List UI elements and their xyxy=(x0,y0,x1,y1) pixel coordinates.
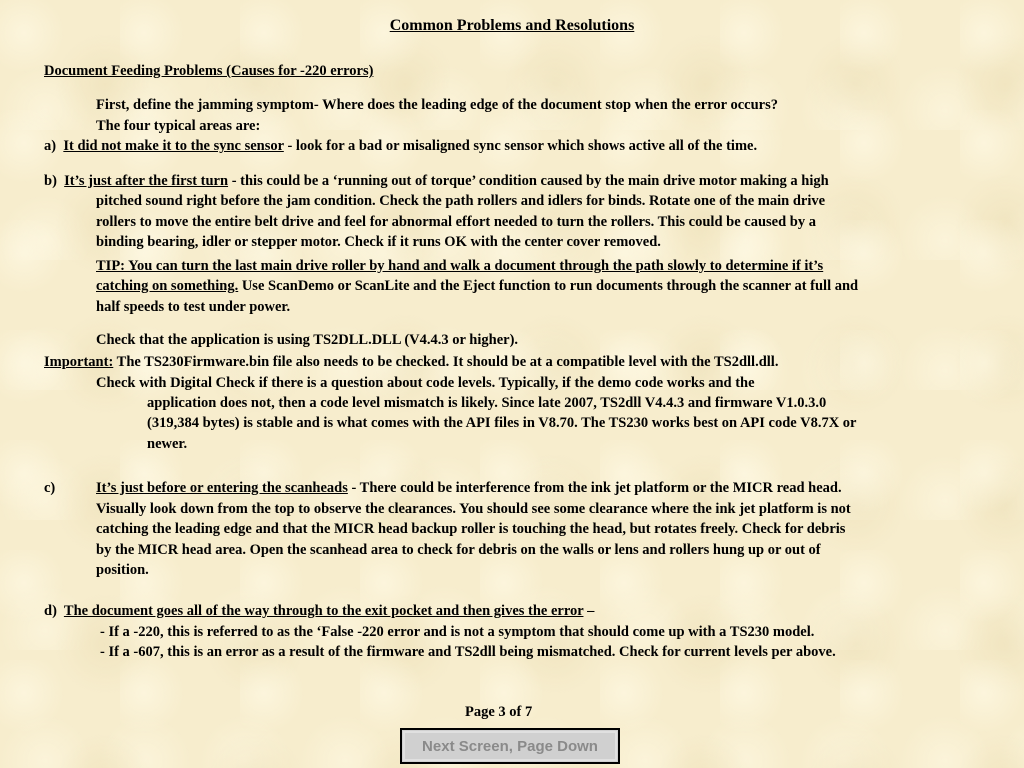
item-a xyxy=(44,136,757,157)
item-c-text: - There could be interference from the ink jet platform or the MICR read head. xyxy=(347,480,842,496)
item-b-first-line xyxy=(44,171,829,192)
digital-check-sub-line: application does not, then a code level mismatch is likely. Since late 2007, TS2dll V4.4.3 and firmware V1.0.3.0 xyxy=(147,395,827,411)
item-b-heading: It’s just after the first turn xyxy=(64,173,229,189)
item-c-heading: It’s just before or entering the scanheads xyxy=(96,480,348,496)
item-b-marker: b) xyxy=(44,173,57,189)
item-a-marker: a) xyxy=(44,138,57,154)
item-b-line: pitched sound right before the jam condition. Check the path rollers and idlers for binds. Rotate one of the main drive xyxy=(96,193,826,209)
page-indicator: Page 3 of 7 xyxy=(465,704,533,720)
item-a-heading: It did not make it to the sync sensor xyxy=(63,138,284,154)
item-c-line: catching the leading edge and that the MICR head backup roller is touching the head, but rotates freely. Check for debris xyxy=(96,521,846,537)
tip-line-3: half speeds to test under power. xyxy=(96,299,291,315)
item-c-line: Visually look down from the top to observe the clearances. You should see some clearance where the ink jet platform is not xyxy=(96,501,851,517)
important-text: The TS230Firmware.bin file also needs to be checked. It should be at a compatible level with the TS2dll.dll. xyxy=(113,354,779,370)
check-line: Check that the application is using TS2DLL.DLL (V4.4.3 or higher). xyxy=(96,332,519,348)
next-screen-button[interactable]: Next Screen, Page Down xyxy=(400,728,620,764)
page-title: Common Problems and Resolutions xyxy=(389,17,635,34)
item-d-line: - If a -220, this is referred to as the ‘False -220 error and is not a symptom that should come up with a TS230 model. xyxy=(100,624,815,640)
tip-underlined: catching on something. xyxy=(96,278,239,294)
item-d-dash: – xyxy=(583,603,595,619)
item-b-text: - this could be a ‘running out of torque’ condition caused by the main drive motor making a high xyxy=(228,173,829,189)
item-c-first-line xyxy=(96,478,842,499)
item-b-line: rollers to move the entire belt drive and feel for abnormal effort needed to turn the rollers. This could be caused by a xyxy=(96,214,816,230)
item-c-line: by the MICR head area. Open the scanhead area to check for debris on the walls or lens and rollers hung up or out of xyxy=(96,542,821,558)
tip-rest: Use ScanDemo or ScanLite and the Eject function to run documents through the scanner at full and xyxy=(238,278,859,294)
tip-line-1: TIP: You can turn the last main drive roller by hand and walk a document through the path slowly to determine if it’s xyxy=(96,258,824,274)
digital-check-line: Check with Digital Check if there is a question about code levels. Typically, if the demo code works and the xyxy=(96,375,755,391)
intro-line-2: The four typical areas are: xyxy=(96,118,261,134)
digital-check-sub-line: newer. xyxy=(147,436,188,452)
important-line xyxy=(44,352,778,373)
item-b-line: binding bearing, idler or stepper motor. Check if it runs OK with the center cover removed. xyxy=(96,234,661,250)
intro-line-1: First, define the jamming symptom- Where does the leading edge of the document stop when the error occurs? xyxy=(96,97,778,113)
item-a-text: - look for a bad or misaligned sync sensor which shows active all of the time. xyxy=(283,138,758,154)
item-d-heading: The document goes all of the way through to the exit pocket and then gives the error xyxy=(63,603,584,619)
tip-line-2 xyxy=(96,276,858,297)
section-heading: Document Feeding Problems (Causes for -220 errors) xyxy=(44,63,374,79)
item-d-marker: d) xyxy=(44,603,57,619)
item-c-marker: c) xyxy=(44,480,56,496)
item-c-line: position. xyxy=(96,562,149,578)
digital-check-sub-line: (319,384 bytes) is stable and is what comes with the API files in V8.70. The TS230 works best on API code V8.7X or xyxy=(147,415,857,431)
important-label: Important: xyxy=(44,354,114,370)
item-d-first-line xyxy=(44,601,594,622)
item-d-line: - If a -607, this is an error as a result of the firmware and TS2dll being mismatched. Check for current levels per above. xyxy=(100,644,836,660)
